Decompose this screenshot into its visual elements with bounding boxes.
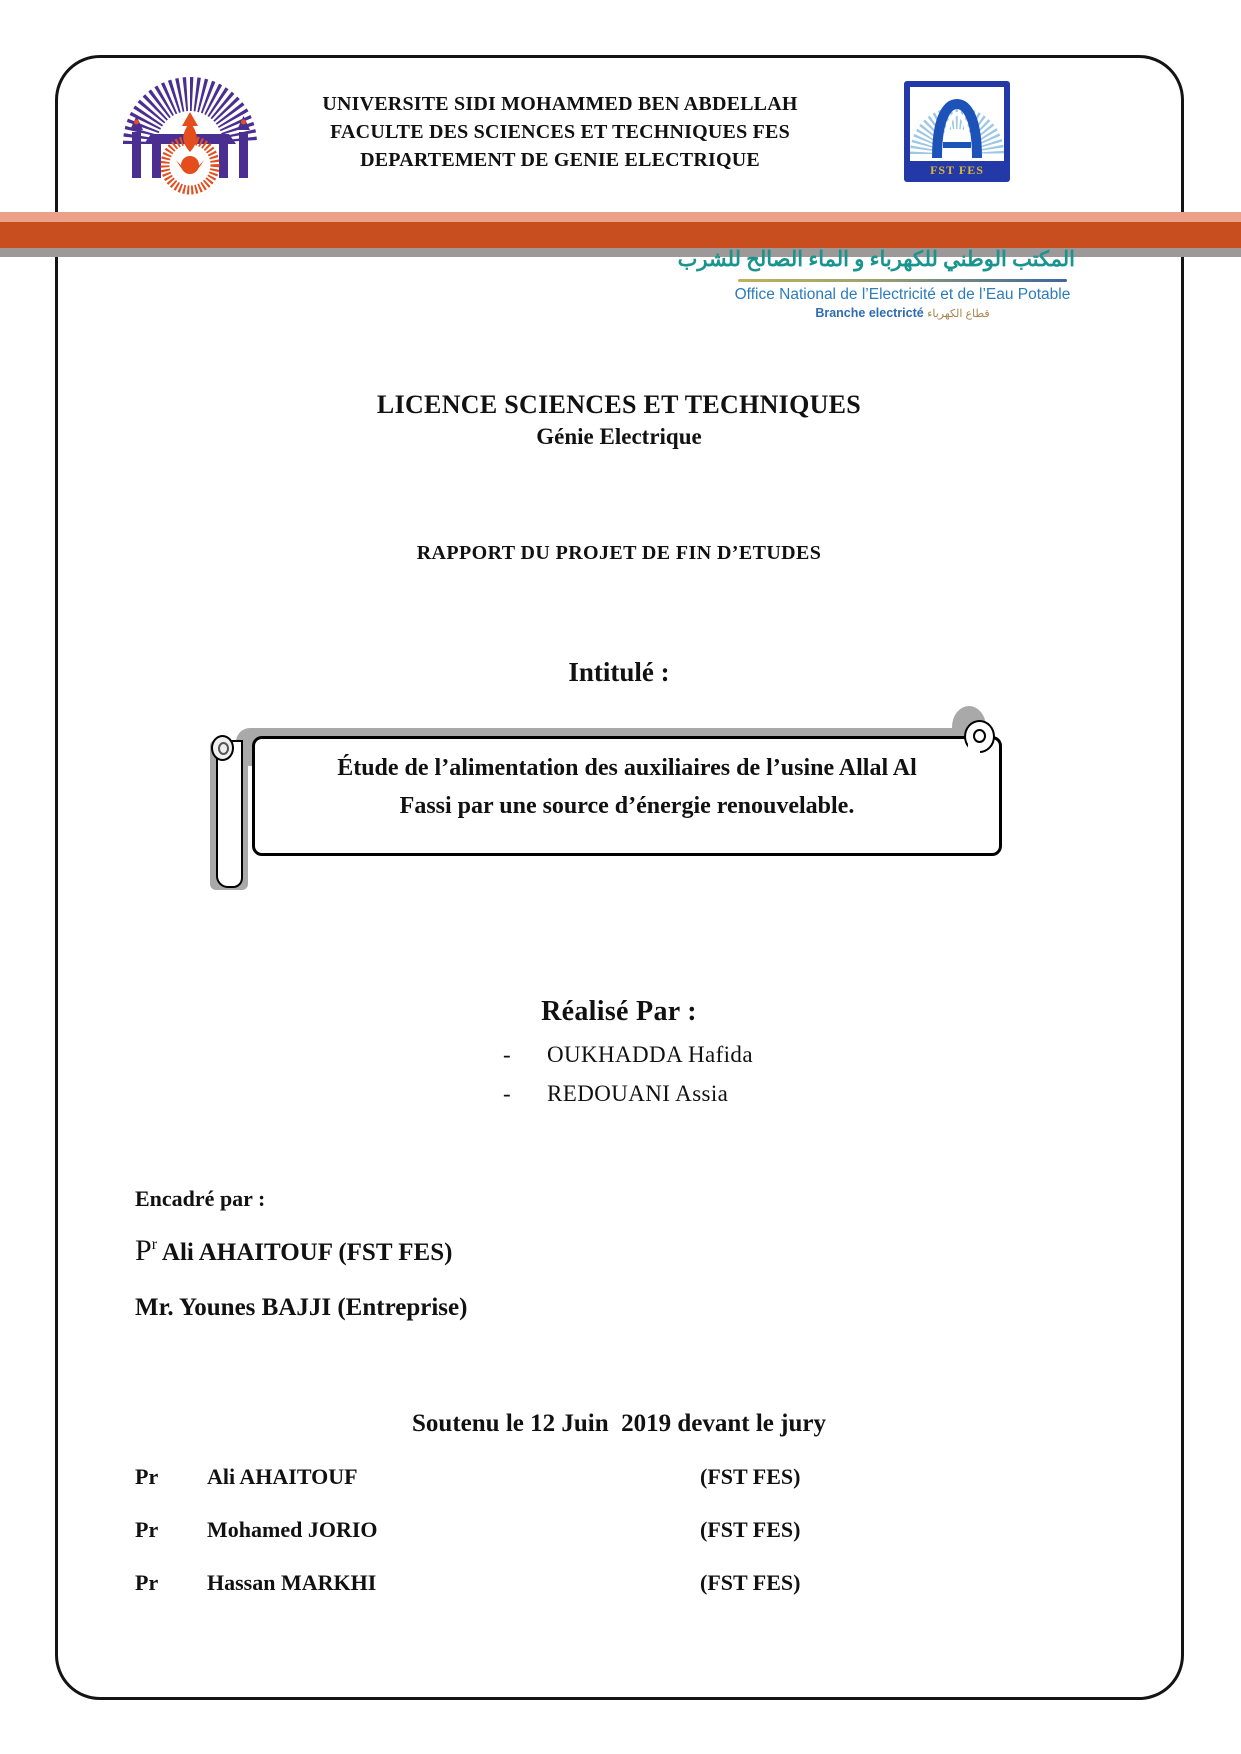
supervisor-title: $P^r$ (135, 1234, 158, 1267)
onee-underline (738, 279, 1067, 282)
jury-list (135, 1464, 915, 1623)
report-type: RAPPORT DU PROJET DE FIN D’ETUDES (416, 542, 822, 564)
degree-specialty: Génie Electrique (536, 424, 702, 449)
jury-title: Pr (135, 1464, 159, 1489)
supervisor-name: Younes BAJJI (173, 1294, 338, 1321)
title-label: Intitulé : (568, 657, 670, 687)
fst-fes-logo-icon (903, 80, 1011, 183)
banner-panel (252, 736, 1002, 856)
jury-name: Ali AHAITOUF (207, 1464, 358, 1489)
report-title-line2: Fassi par une source d’énergie renouvelable. (399, 793, 855, 819)
realise-label: Réalisé Par : (541, 996, 697, 1027)
supervisors-section (135, 1186, 467, 1322)
onee-french-name: Office National de l’Electricité et de l’Eau Potable (734, 286, 1071, 303)
encadre-label: Encadré par : (135, 1186, 266, 1211)
onee-branch-line (730, 306, 1075, 320)
degree-program: LICENCE SCIENCES ET TECHNIQUES (376, 390, 862, 419)
title-scroll-banner (200, 704, 1012, 899)
supervisor-org: (FST FES) (338, 1239, 453, 1266)
supervisor-org: (Entreprise) (337, 1294, 468, 1321)
jury-org: (FST FES) (700, 1517, 801, 1542)
supervisor-line (135, 1294, 467, 1322)
university-header (240, 90, 880, 174)
jury-name: Mohamed JORIO (207, 1517, 378, 1542)
band-salmon-stripe (0, 212, 1241, 222)
author-dash: - (503, 1081, 512, 1106)
jury-org: (FST FES) (700, 1570, 801, 1595)
table-row (135, 1464, 915, 1517)
jury-title: Pr (135, 1517, 159, 1542)
table-row (135, 1517, 915, 1570)
jury-name: Hassan MARKHI (207, 1570, 377, 1595)
author-dash: - (503, 1042, 512, 1067)
faculty-name: FACULTE DES SCIENCES ET TECHNIQUES FES (330, 121, 790, 143)
supervisor-title: Mr. (135, 1294, 174, 1321)
jury-title: Pr (135, 1570, 159, 1595)
fst-fes-label: FST FES (930, 163, 984, 177)
department-name: DEPARTEMENT DE GENIE ELECTRIQUE (360, 149, 760, 171)
banner-scroll-curl-left-icon (211, 735, 234, 761)
jury-org: (FST FES) (700, 1464, 801, 1489)
banner-scroll-curl-right-icon (964, 720, 995, 753)
defense-heading: Soutenu le 12 Juin 2019 devant le jury (412, 1410, 826, 1437)
university-name: UNIVERSITE SIDI MOHAMMED BEN ABDELLAH (322, 93, 798, 115)
supervisor-name: Ali AHAITOUF (157, 1239, 339, 1266)
onee-logo-block (677, 242, 1075, 320)
supervisor-line (135, 1234, 467, 1268)
table-row (135, 1570, 915, 1623)
report-title-line1: Étude de l’alimentation des auxiliaires de l’usine Allal Al (337, 755, 917, 781)
onee-branch-arabic: قطاع الكهرباء (927, 308, 990, 320)
onee-arabic-name: المكتب الوطني للكهرباء و الماء الصالح للشرب (677, 247, 1075, 271)
banner-scroll-tail (216, 740, 243, 888)
author-name: OUKHADDA Hafida (547, 1042, 753, 1067)
onee-branch-french: Branche electricté (815, 306, 924, 320)
author-name: REDOUANI Assia (547, 1081, 729, 1106)
